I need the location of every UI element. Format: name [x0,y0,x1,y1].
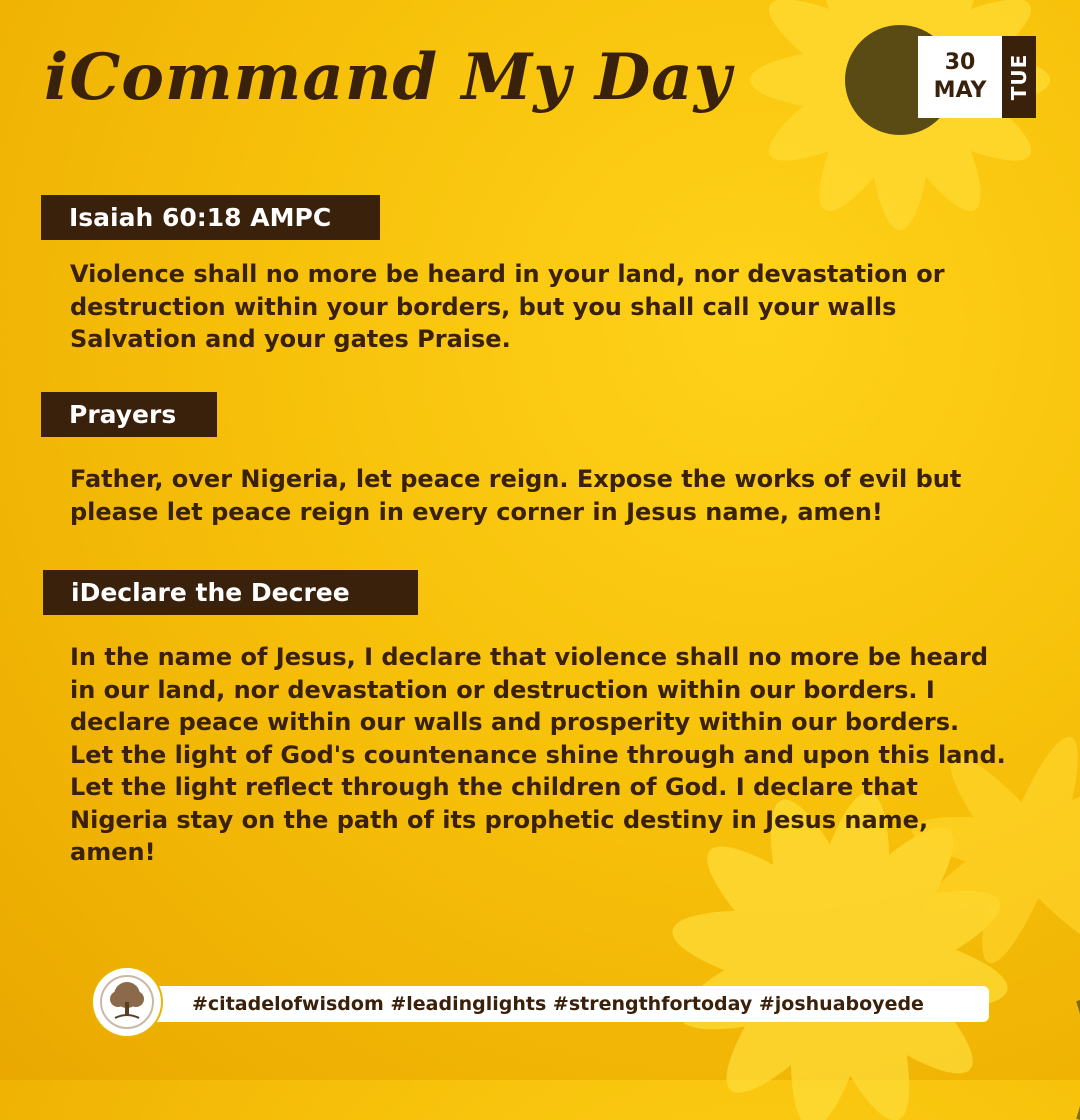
date-main [918,36,1002,118]
date-weekday-strip [1002,36,1036,118]
logo [93,968,161,1036]
page-title: iCommand My Day [44,40,732,115]
prayers-text: Father, over Nigeria, let peace reign. Expose the works of evil but please let peace reign in every corner in Jesus name, amen! [70,465,962,526]
scripture-text: Violence shall no more be heard in your land, nor devastation or destruction within your borders, but you shall call your walls Salvation and your gates Praise. [70,260,945,353]
date-day: 30 [944,50,976,75]
tree-icon [93,968,161,1036]
hashtags-bar [150,986,989,1022]
date-weekday: TUE [1007,53,1031,101]
date-badge [918,36,1036,118]
hashtags-text: #citadelofwisdom #leadinglights #strengthfortoday #joshuaboyede [192,993,924,1015]
decree-label: iDeclare the Decree [43,570,418,615]
date-month: MAY [933,78,987,103]
decree-text: In the name of Jesus, I declare that violence shall no more be heard in our land, nor devastation or destruction within our borders. I declare peace within our walls and prosperity within our borders. Let the light of God's countenance shine through and upon this land. Let the light reflect through the children of God. I declare that Nigeria stay on the path of its prophetic destiny in Jesus name, amen! [70,643,1006,866]
scripture-label: Isaiah 60:18 AMPC [41,195,380,240]
prayers-label: Prayers [41,392,217,437]
